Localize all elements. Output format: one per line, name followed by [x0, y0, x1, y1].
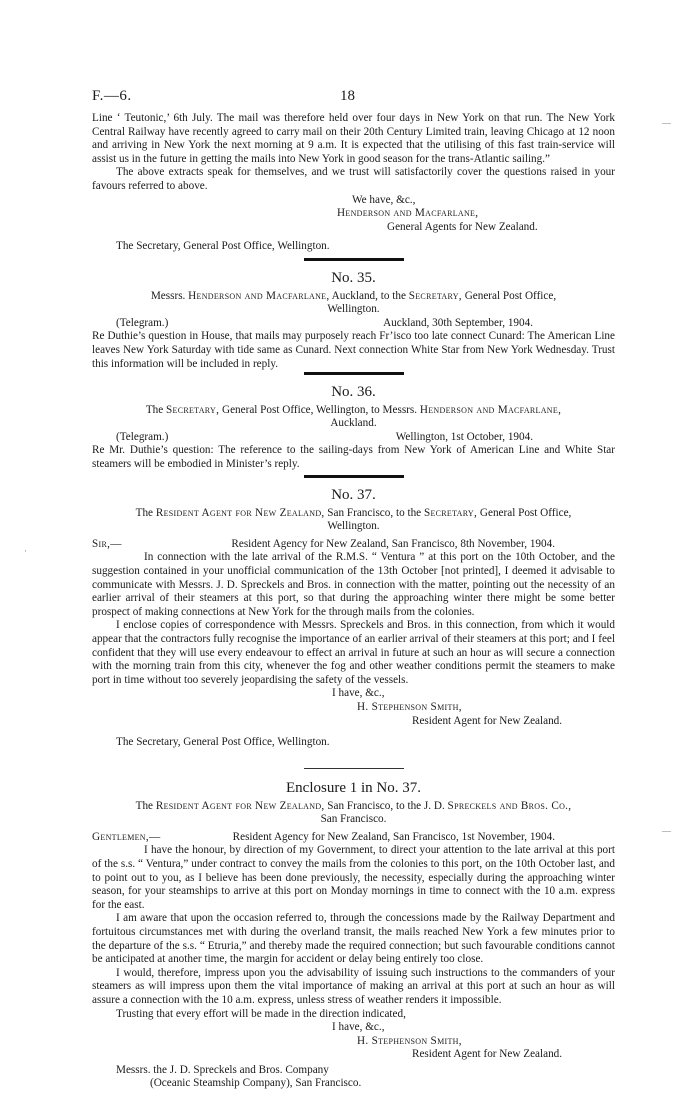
section-divider [92, 475, 615, 478]
letter-no-37 [92, 489, 615, 750]
routing-recipient: Secretary, [408, 289, 462, 302]
dateline: Wellington, 1st October, 1904. [395, 430, 533, 443]
signature: Henderson and Macfarlane, [337, 207, 479, 220]
closing: I have, &c., [332, 1021, 385, 1034]
routing-line [92, 800, 615, 814]
section-divider [92, 372, 615, 375]
paragraph: I have the honour, by direction of my Government, to direct your attention to the late arrival at this port of the s.s. “ Ventura,” under contract to convey the mails from the colonies to this port, on the 10th October last, and to point out to you, as I believe has been done previously, the necessity, especially during the approaching winter season, for your steamships to arrive at this port on Monday mornings in time to connect with the 10 a.m. express for the east. [92, 844, 615, 911]
paragraph: Trusting that every effort will be made in the direction indicated, [116, 1007, 406, 1020]
paragraph: Line ‘ Teutonic,’ 6th July. The mail was therefore held over four days in New York on that run. The New York Central Railway have recently agreed to carry mail on their 20th Century Limited train, leaving Chicago at 12 noon and arriving in New York the next morning at 9 a.m. It is expected that the utilising of this fast train-service will assist us in the future in getting the mails into New York in good season for the trans-Atlantic sailing.” [92, 112, 615, 165]
routing-text: General Post Office, Wellington, to Messrs. [221, 403, 418, 416]
paragraph: Re Mr. Duthie’s question: The reference to the sailing-days from New York of American Line and White Star steamers will be embodied in Minister’s reply. [92, 444, 615, 470]
enclosure-1 [92, 782, 615, 1091]
routing-line [92, 507, 615, 521]
routing-text: The [145, 403, 164, 416]
letter-heading: No. 35. [331, 270, 376, 286]
routing-place: Wellington. [327, 303, 380, 316]
closing: We have, &c., [352, 193, 416, 206]
salutation-line [92, 538, 615, 552]
routing-recipient: Henderson and Macfarlane, [419, 403, 562, 416]
scan-mark: · [24, 546, 27, 556]
signature-title: Resident Agent for New Zealand. [412, 1048, 563, 1061]
paragraph: Re Duthie’s question in House, that mails may purposely reach Fr’isco too late connect Cunard: The American Line leaves New York Saturday with tide same as Cunard. Next connection White Star from New York Wednesday. Trust this information will be included in reply. [92, 330, 615, 370]
enclosure-heading: Enclosure 1 in No. 37. [286, 780, 421, 796]
paragraph: In connection with the late arrival of the R.M.S. “ Ventura ” at this port on the 10th October, and the suggestion contained in your unofficial communication of the 13th October [not printed], I deemed it advisable to communicate with Messrs. J. D. Spreckels and Bros. in connection with the matter, pointing out the necessity of an earlier arrival of their steamers at this port, so that during the approaching winter there might be some better prospect of making connections at New York for the through mails from the colonies. [92, 551, 615, 618]
dateline: Auckland, 30th September, 1904. [383, 316, 533, 329]
telegram-line [92, 317, 615, 331]
letter-heading: No. 36. [331, 384, 376, 400]
routing-line [92, 404, 615, 418]
routing-sender: Resident Agent for New Zealand, [155, 799, 325, 812]
paragraph: I would, therefore, impress upon you the advisability of issuing such instructions to the commanders of your steamers as will impress upon them the vital importance of making an arrival at this port at such an hour as will assure a connection with the 10 a.m. express, unless stress of weather renders it impossible. [92, 966, 615, 1006]
dateline: Resident Agency for New Zealand, San Francisco, 8th November, 1904. [231, 537, 555, 550]
routing-text: San Francisco, to the J. D. [327, 799, 445, 812]
letter-no-35 [92, 272, 615, 371]
addressee: The Secretary, General Post Office, Wellington. [116, 736, 330, 749]
signature-title: General Agents for New Zealand. [387, 220, 538, 233]
signature: H. Stephenson Smith, [357, 700, 462, 713]
routing-sender: Secretary, [166, 403, 220, 416]
telegram-line [92, 431, 615, 445]
routing-text: Auckland, to the [331, 289, 406, 302]
section-divider-thin [92, 768, 615, 769]
routing-text: The [135, 799, 154, 812]
routing-text: General Post Office, [464, 289, 557, 302]
scan-mark: — [662, 826, 671, 836]
section-divider [92, 258, 615, 261]
continuation-letter [92, 112, 615, 254]
signature: H. Stephenson Smith, [357, 1034, 462, 1047]
document-reference: F.—6. [92, 88, 132, 104]
salutation-line [92, 831, 615, 845]
routing-text: San Francisco, to the [327, 506, 422, 519]
routing-line [92, 290, 615, 304]
telegram-label: (Telegram.) [116, 316, 169, 329]
salutation: Sir,— [92, 537, 122, 550]
paragraph: I am aware that upon the occasion referred to, through the concessions made by the Railway Department and fortuitous circumstances met with during the overland transit, the mails reached New York a few minutes prior to the departure of the s.s. “ Etruria,” and thereby made the required connection; but such favourable conditions cannot be anticipated at another time, the margin for accident or delay being entirely too close. [92, 912, 615, 966]
routing-sender: Henderson and Macfarlane, [188, 289, 330, 302]
routing-recipient: Spreckels and Bros. Co., [447, 799, 572, 812]
routing-text: General Post Office, [479, 506, 572, 519]
routing-place: Auckland. [330, 417, 377, 430]
scan-mark: — [662, 118, 671, 128]
paragraph: The above extracts speak for themselves, and we trust will satisfactorily cover the questions raised in your favours referred to above. [92, 166, 615, 192]
letter-no-36 [92, 386, 615, 472]
routing-place: Wellington. [327, 520, 380, 533]
routing-place: San Francisco. [320, 813, 387, 826]
letter-heading: No. 37. [331, 487, 376, 503]
routing-text: The [135, 506, 154, 519]
salutation: Gentlemen,— [92, 830, 161, 843]
paragraph: I enclose copies of correspondence with Messrs. Spreckels and Bros. in this connection, from which it would appear that the contractors fully recognise the importance of an earlier arrival of their steamers at this port; and I feel confident that they will use every endeavour to effect an arrival in future at such an hour as will secure a connection with the morning train from this city, whenever the fog and other weather conditions permit the steamers to make port in time without too severely jeopardising the safety of the vessels. [92, 619, 615, 686]
routing-recipient: Secretary, [423, 506, 478, 519]
telegram-label: (Telegram.) [116, 430, 169, 443]
signature-title: Resident Agent for New Zealand. [412, 714, 563, 727]
dateline: Resident Agency for New Zealand, San Francisco, 1st November, 1904. [232, 830, 555, 843]
routing-text: Messrs. [150, 289, 186, 302]
page-number: 18 [340, 88, 355, 104]
addressee: The Secretary, General Post Office, Wellington. [116, 240, 330, 253]
addressee-line-1: Messrs. the J. D. Spreckels and Bros. Company [116, 1063, 329, 1076]
addressee-line-2: (Oceanic Steamship Company), San Francisco. [150, 1077, 362, 1090]
routing-sender: Resident Agent for New Zealand, [155, 506, 325, 519]
closing: I have, &c., [332, 687, 385, 700]
